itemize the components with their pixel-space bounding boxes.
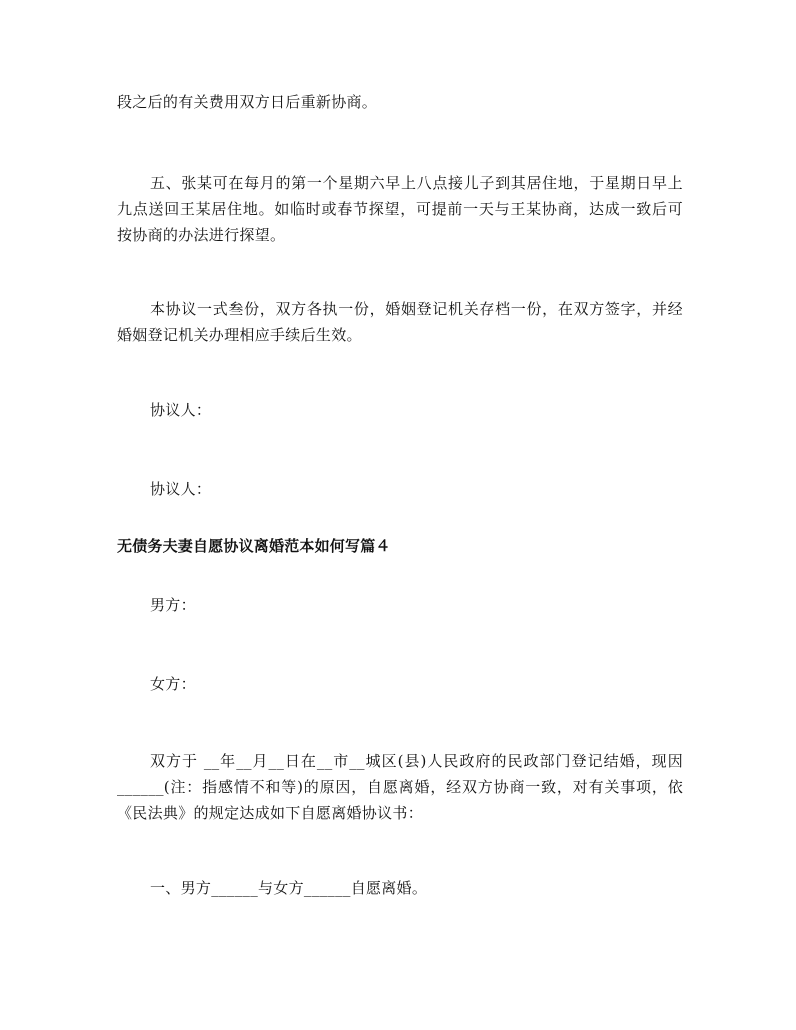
male-party-line: 男方： [150,596,196,614]
paragraph-marriage-registration: 双方于 __年__月__日在__市__城区(县)人民政府的民政部门登记结婚，现因______(注：指感情不和等)的原因，自愿离婚，经双方协商一致，对有关事项，依《民法典》的规定达成如下自愿离婚协议书： [117,752,683,822]
paragraph-fee-continuation: 段之后的有关费用双方日后重新协商。 [117,93,378,111]
section-heading: 无债务夫妻自愿协议离婚范本如何写篇４ [117,537,391,555]
paragraph-visitation-clause: 五、张某可在每月的第一个星期六早上八点接儿子到其居住地，于星期日早上九点送回王某居住地。如临时或春节探望，可提前一天与王某协商，达成一致后可按协商的办法进行探望。 [117,174,683,244]
female-party-line: 女方： [150,675,196,693]
paragraph-copies-clause: 本协议一式叁份，双方各执一份，婚姻登记机关存档一份，在双方签字，并经婚姻登记机关办理相应手续后生效。 [117,300,683,344]
signatory-line-2: 协议人： [150,480,212,498]
signatory-line-1: 协议人： [150,401,212,419]
clause-one-divorce: 一、男方______与女方______自愿离婚。 [150,879,428,897]
